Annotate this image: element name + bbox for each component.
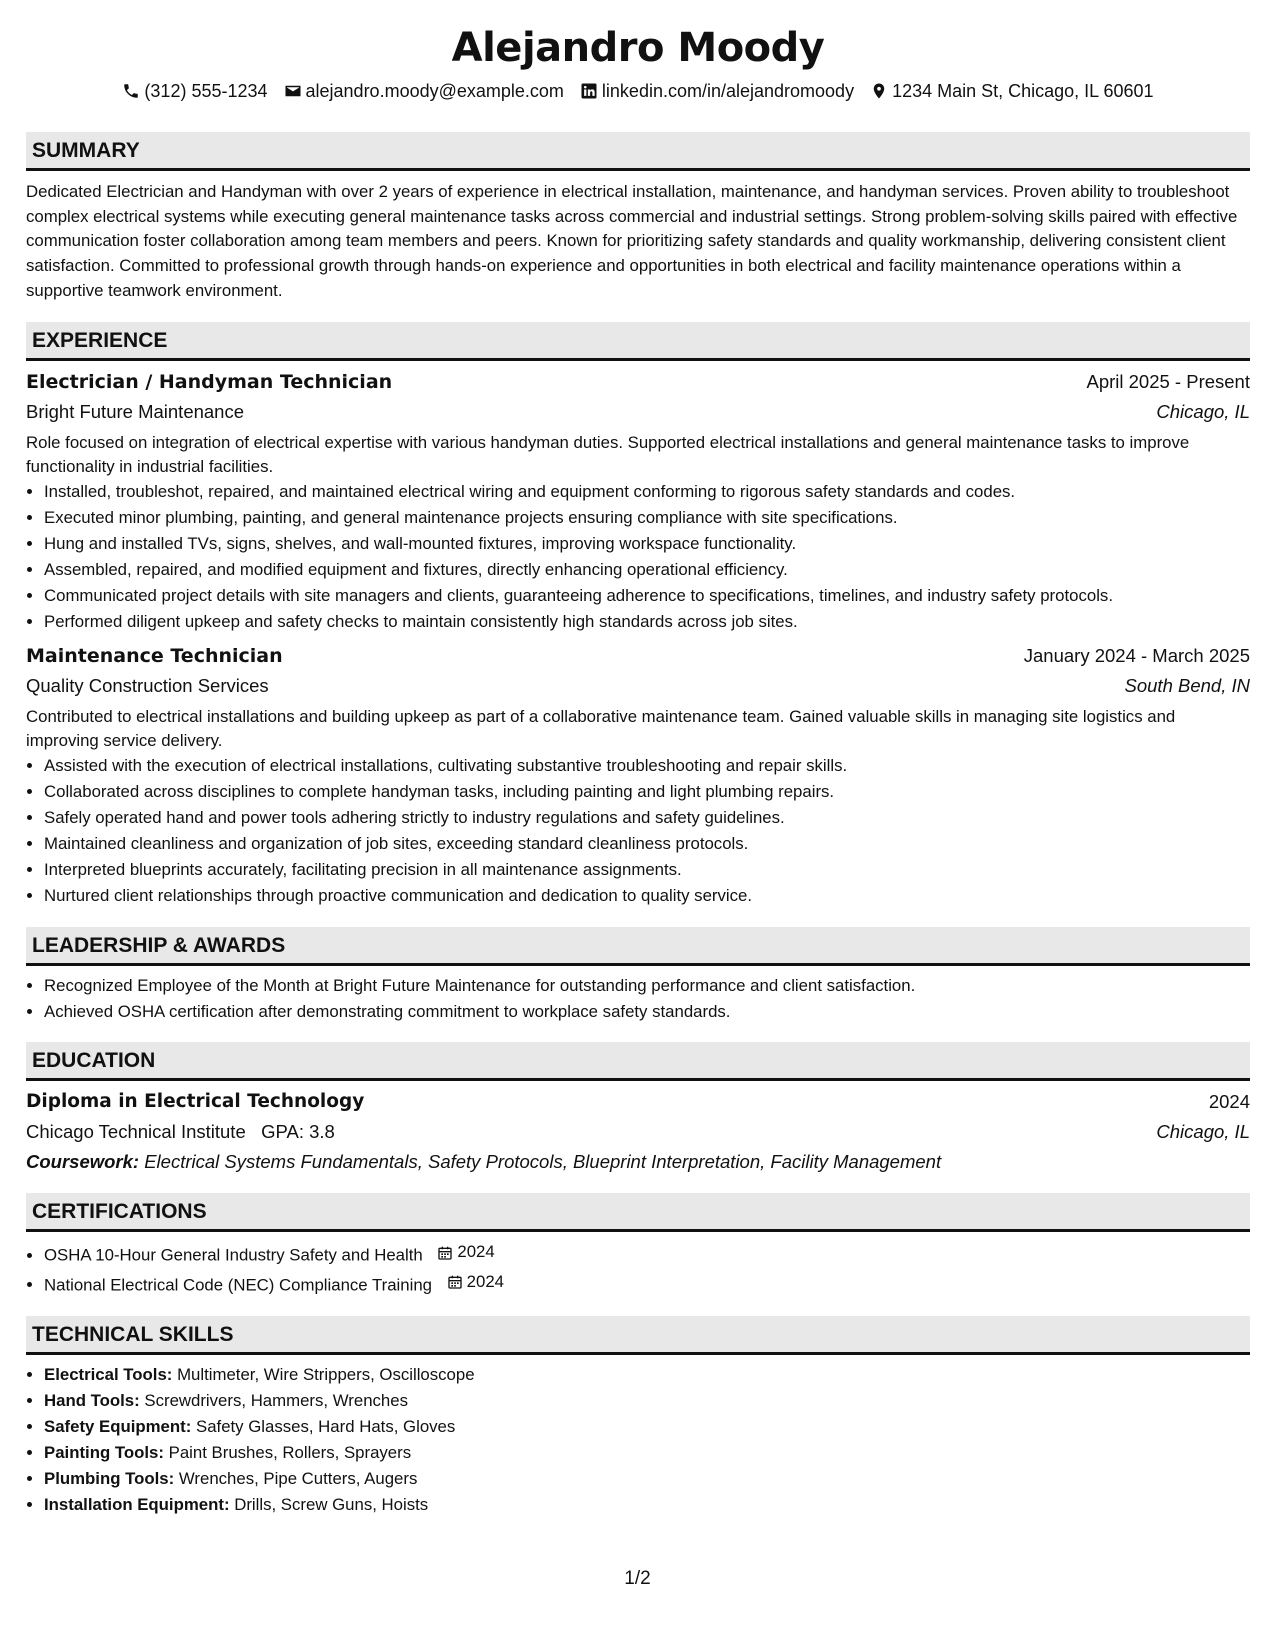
education-year: 2024 — [1208, 1091, 1250, 1113]
cert-year: 2024 — [457, 1242, 495, 1262]
education-org-row — [26, 1119, 1250, 1145]
cert-date — [437, 1240, 494, 1265]
list-item — [44, 1389, 1250, 1414]
list-item — [44, 1363, 1250, 1388]
education-degree: Diploma in Electrical Technology — [26, 1091, 365, 1113]
section-heading-summary: SUMMARY — [26, 132, 1250, 171]
list-item — [44, 1441, 1250, 1466]
cert-name: OSHA 10-Hour General Industry Safety and Health — [44, 1245, 423, 1265]
job-bullets — [26, 754, 1250, 909]
contact-phone-text: (312) 555-1234 — [144, 81, 268, 101]
list-item — [44, 1493, 1250, 1518]
skill-value: Multimeter, Wire Strippers, Oscilloscope — [177, 1364, 475, 1384]
job-entry — [26, 369, 1250, 635]
section-heading-certifications: CERTIFICATIONS — [26, 1193, 1250, 1232]
skill-value: Screwdrivers, Hammers, Wrenches — [144, 1390, 408, 1410]
contact-address-text: 1234 Main St, Chicago, IL 60601 — [892, 81, 1154, 101]
job-title: Maintenance Technician — [26, 644, 283, 667]
section-heading-technical-skills: TECHNICAL SKILLS — [26, 1316, 1250, 1355]
skill-label: Installation Equipment: — [44, 1494, 230, 1514]
job-company: Quality Construction Services — [26, 674, 269, 696]
linkedin-icon — [580, 82, 598, 100]
skill-label: Painting Tools: — [44, 1442, 164, 1462]
job-company: Bright Future Maintenance — [26, 400, 245, 422]
contact-email[interactable] — [284, 78, 564, 104]
contact-email-text[interactable]: alejandro.moody@example.com — [305, 81, 564, 101]
map-pin-icon — [870, 82, 888, 100]
education-location: Chicago, IL — [1156, 1121, 1250, 1143]
cert-name: National Electrical Code (NEC) Compliance Training — [44, 1275, 432, 1295]
job-location: Chicago, IL — [1156, 400, 1250, 422]
calendar-icon — [447, 1274, 463, 1290]
education-gpa: GPA: 3.8 — [261, 1121, 335, 1143]
contact-phone — [122, 78, 267, 104]
section-heading-education: EDUCATION — [26, 1042, 1250, 1081]
job-entry — [26, 643, 1250, 909]
coursework-label: Coursework: — [26, 1151, 140, 1173]
job-title-row — [26, 369, 1250, 395]
list-item — [44, 1467, 1250, 1492]
section-heading-experience: EXPERIENCE — [26, 322, 1250, 361]
job-location: South Bend, IN — [1124, 674, 1250, 696]
list-item — [44, 1270, 1250, 1298]
coursework-text: Electrical Systems Fundamentals, Safety Protocols, Blueprint Interpretation, Facility Management — [144, 1151, 942, 1173]
cert-year: 2024 — [466, 1271, 505, 1291]
skill-label: Safety Equipment: — [44, 1416, 192, 1436]
job-title: Electrician / Handyman Technician — [26, 370, 393, 393]
list-item: • Communicated project details with site managers and clients, guaranteeing adherence to specifications, timelines, and industry safety protocols. — [44, 584, 1250, 609]
education-title-row — [26, 1089, 1250, 1115]
skills-list — [26, 1363, 1250, 1518]
resume-page — [26, 0, 1250, 1519]
skill-label: Electrical Tools: — [44, 1364, 173, 1384]
list-item: • Achieved OSHA certification after demonstrating commitment to workplace safety standards. — [44, 1000, 1250, 1025]
certifications-list — [26, 1240, 1250, 1297]
page-number: 1/2 — [624, 1568, 651, 1589]
skill-label: Hand Tools: — [44, 1390, 140, 1410]
list-item: • Installed, troubleshot, repaired, and maintained electrical wiring and equipment conforming to rigorous safety standards and codes. — [44, 480, 1250, 505]
list-item: • Performed diligent upkeep and safety checks to maintain consistently high standards across job sites. — [44, 610, 1250, 635]
job-dates: January 2024 - March 2025 — [1023, 644, 1250, 666]
list-item — [44, 1240, 1250, 1268]
leadership-list — [26, 974, 1250, 1025]
skill-value: Wrenches, Pipe Cutters, Augers — [178, 1468, 418, 1488]
contact-address — [870, 78, 1154, 104]
education-school-gpa — [26, 1119, 335, 1145]
skill-value: Drills, Screw Guns, Hoists — [234, 1494, 429, 1514]
skill-value: Paint Brushes, Rollers, Sprayers — [168, 1442, 412, 1462]
list-item: • Hung and installed TVs, signs, shelves, and wall-mounted fixtures, improving workspace functionality. — [44, 532, 1250, 557]
list-item — [44, 1415, 1250, 1440]
list-item: • Assisted with the execution of electrical installations, cultivating substantive troubleshooting and repair skills. — [44, 754, 1250, 779]
contact-linkedin-text[interactable]: linkedin.com/in/alejandromoody — [601, 81, 855, 101]
job-org-row — [26, 673, 1250, 699]
list-item: • Assembled, repaired, and modified equipment and fixtures, directly enhancing operational efficiency. — [44, 558, 1250, 583]
phone-icon — [122, 82, 140, 100]
skill-label: Plumbing Tools: — [44, 1468, 175, 1488]
list-item: • Nurtured client relationships through proactive communication and dedication to quality service. — [44, 884, 1250, 909]
list-item: • Interpreted blueprints accurately, facilitating precision in all maintenance assignments. — [44, 858, 1250, 883]
contact-bar — [26, 78, 1250, 104]
list-item: • Collaborated across disciplines to complete handyman tasks, including painting and light plumbing repairs. — [44, 780, 1250, 805]
job-bullets — [26, 480, 1250, 635]
job-org-row — [26, 399, 1250, 425]
list-item: • Recognized Employee of the Month at Bright Future Maintenance for outstanding performance and client satisfaction. — [44, 974, 1250, 999]
job-description: Contributed to electrical installations and building upkeep as part of a collaborative maintenance team. Gained valuable skills in managing site logistics and improving service delivery. — [26, 706, 1176, 751]
resume-name: Alejandro Moody — [451, 25, 825, 71]
job-description: Role focused on integration of electrical expertise with various handyman duties. Supported electrical installations and general maintenance tasks to improve functionality in industrial facilities. — [26, 432, 1190, 477]
section-heading-leadership: LEADERSHIP & AWARDS — [26, 927, 1250, 966]
list-item: • Safely operated hand and power tools adhering strictly to industry regulations and safety guidelines. — [44, 806, 1250, 831]
summary-text: Dedicated Electrician and Handyman with over 2 years of experience in electrical installation, maintenance, and handyman services. Proven ability to troubleshoot complex electrical systems while executing general maintenance tasks across commercial and industrial settings. Strong problem-solving skills paired with effective communication foster collaboration among team members and peers. Known for prioritizing safety standards and quality workmanship, delivering consistent client satisfaction. Committed to professional growth through hands-on experience and opportunities in both electrical and facility maintenance operations within a supportive teamwork environment. — [26, 182, 1238, 300]
job-dates: April 2025 - Present — [1086, 370, 1250, 392]
job-title-row — [26, 643, 1250, 669]
calendar-icon — [437, 1245, 453, 1261]
envelope-icon — [284, 82, 302, 100]
cert-date — [447, 1270, 504, 1295]
list-item: • Maintained cleanliness and organization of job sites, exceeding standard cleanliness protocols. — [44, 832, 1250, 857]
skill-value: Safety Glasses, Hard Hats, Gloves — [196, 1416, 456, 1436]
contact-linkedin[interactable] — [580, 78, 854, 104]
education-school: Chicago Technical Institute — [26, 1121, 246, 1143]
list-item: • Executed minor plumbing, painting, and general maintenance projects ensuring compliance with site specifications. — [44, 506, 1250, 531]
education-coursework — [26, 1149, 1250, 1175]
